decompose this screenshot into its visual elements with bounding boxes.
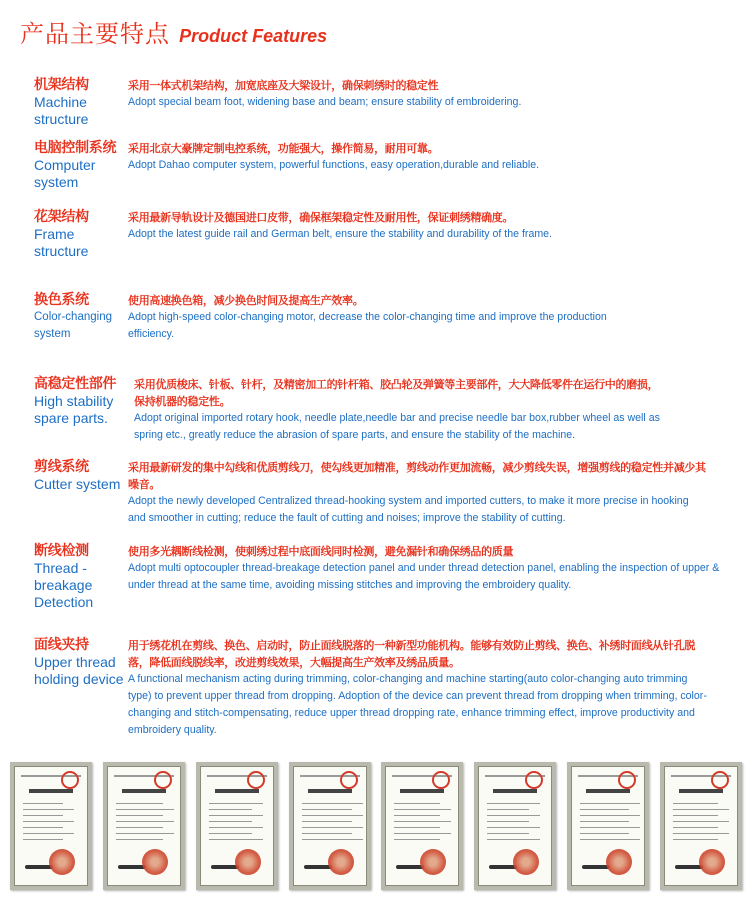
official-stamp-icon bbox=[142, 849, 168, 875]
feature-desc-cn: 采用最新导轨设计及德国进口皮带，确保框架稳定性及耐用性，保证刺绣精确度。 bbox=[128, 211, 514, 224]
official-stamp-icon bbox=[513, 849, 539, 875]
feature-label bbox=[34, 140, 128, 191]
feature-description bbox=[128, 209, 720, 243]
feature-description bbox=[128, 140, 720, 174]
patent-certificate-image bbox=[381, 762, 463, 890]
feature-description bbox=[134, 376, 664, 444]
red-seal-icon bbox=[432, 771, 450, 789]
feature-desc-en: Adopt Dahao computer system, powerful functions, easy operation,durable and reliable. bbox=[128, 159, 540, 171]
official-stamp-icon bbox=[328, 849, 354, 875]
feature-desc-cn: 采用优质梭床、针板、针杆，及精密加工的针杆箱、胶凸轮及弹簧等主要部件，大大降低零件在运行中的磨损，保持机器的稳定性。 bbox=[134, 378, 659, 408]
feature-desc-en: Adopt the latest guide rail and German belt, ensure the stability and durability of the frame. bbox=[128, 228, 552, 240]
feature-description bbox=[128, 543, 720, 594]
feature-desc-cn: 用于绣花机在剪线、换色、启动时，防止面线脱落的一种新型功能机构。能够有效防止剪线、换色、补绣时面线从针孔脱落，降低面线脱线率，改进剪线效果，大幅提高生产效率及绣品质量。 bbox=[128, 639, 696, 669]
feature-label bbox=[34, 292, 128, 343]
feature-name-cn: 花架结构 bbox=[34, 209, 89, 225]
red-seal-icon bbox=[525, 771, 543, 789]
feature-name-cn: 高稳定性部件 bbox=[34, 376, 117, 392]
certificate-document bbox=[14, 766, 88, 886]
patent-certificate-image bbox=[660, 762, 742, 890]
feature-name-en: Frame structure bbox=[34, 226, 89, 259]
official-stamp-icon bbox=[420, 849, 446, 875]
certificate-document bbox=[478, 766, 552, 886]
certificate-document bbox=[107, 766, 181, 886]
feature-name-en: Upper thread holding device bbox=[34, 654, 124, 687]
feature-description bbox=[128, 459, 708, 527]
certificate-document bbox=[385, 766, 459, 886]
page-title-chinese: 产品主要特点 bbox=[20, 20, 170, 48]
feature-label bbox=[34, 209, 128, 260]
feature-desc-en: Adopt multi optocoupler thread-breakage detection panel and under thread detection panel, enabling the inspection of upper & under thread at the same time, avoiding missing stitches and improving the embroidery quality. bbox=[128, 562, 720, 591]
feature-name-en: Cutter system bbox=[34, 476, 121, 492]
feature-name-cn: 剪线系统 bbox=[34, 459, 89, 475]
feature-desc-en: Adopt high-speed color-changing motor, decrease the color-changing time and improve the production efficiency. bbox=[128, 311, 607, 340]
feature-desc-cn: 采用北京大豪牌定制电控系统，功能强大，操作简易，耐用可靠。 bbox=[128, 142, 439, 155]
patent-certificate-image bbox=[474, 762, 556, 890]
patent-certificate-image bbox=[10, 762, 92, 890]
feature-description bbox=[128, 77, 720, 111]
certificate-document bbox=[200, 766, 274, 886]
certificate-document bbox=[293, 766, 367, 886]
feature-label bbox=[34, 637, 128, 688]
feature-label bbox=[34, 77, 128, 128]
red-seal-icon bbox=[154, 771, 172, 789]
feature-label bbox=[34, 459, 128, 493]
red-seal-icon bbox=[247, 771, 265, 789]
feature-desc-en: Adopt original imported rotary hook, needle plate,needle bar and precise needle bar box,rubber wheel as well as spring etc., greatly reduce the abrasion of spare parts, and ensure the stability of the machine. bbox=[134, 412, 660, 441]
feature-name-cn: 断线检测 bbox=[34, 543, 89, 559]
feature-desc-cn: 使用高速换色箱，减少换色时间及提高生产效率。 bbox=[128, 294, 364, 307]
feature-name-en: Computer system bbox=[34, 157, 96, 190]
official-stamp-icon bbox=[235, 849, 261, 875]
feature-name-en: High stability spare parts. bbox=[34, 393, 114, 426]
page-title bbox=[20, 14, 327, 49]
patent-certificate-image bbox=[103, 762, 185, 890]
patent-certificate-image bbox=[567, 762, 649, 890]
feature-desc-cn: 使用多光耦断线检测，使刺绣过程中底面线同时检测，避免漏针和确保绣品的质量 bbox=[128, 545, 514, 558]
red-seal-icon bbox=[340, 771, 358, 789]
official-stamp-icon bbox=[606, 849, 632, 875]
feature-name-en: Thread -breakage Detection bbox=[34, 560, 94, 610]
feature-desc-en: A functional mechanism acting during trimming, color-changing and machine starting(auto color-changing auto trimming type) to prevent upper thread from dropping. Adoption of the device can prevent thread from dropping when trimming, color-changing and stitch-compensating, reduce upper thread dropping rate, enhance trimming effect, improve productivity and embroidery quality. bbox=[128, 673, 707, 736]
feature-label bbox=[34, 376, 128, 427]
feature-desc-en: Adopt special beam foot, widening base and beam; ensure stability of embroidering. bbox=[128, 96, 522, 108]
feature-desc-cn: 采用最新研发的集中勾线和优质剪线刀，使勾线更加精准，剪线动作更加流畅，减少剪线失误，增强剪线的稳定性并减少其噪音。 bbox=[128, 461, 706, 491]
feature-desc-cn: 采用一体式机架结构，加宽底座及大梁设计，确保刺绣时的稳定性 bbox=[128, 79, 439, 92]
feature-name-en: Color-changing system bbox=[34, 311, 112, 340]
certificate-document bbox=[571, 766, 645, 886]
feature-name-cn: 换色系统 bbox=[34, 292, 89, 308]
feature-description bbox=[128, 637, 708, 739]
red-seal-icon bbox=[711, 771, 729, 789]
red-seal-icon bbox=[61, 771, 79, 789]
red-seal-icon bbox=[618, 771, 636, 789]
page-title-english: Product Features bbox=[179, 26, 328, 46]
official-stamp-icon bbox=[49, 849, 75, 875]
feature-name-cn: 电脑控制系统 bbox=[34, 140, 117, 156]
feature-desc-en: Adopt the newly developed Centralized thread-hooking system and imported cutters, to make it more precise in hooking and smoother in cutting; reduce the fault of cutting and noises; improve the stability of cutting. bbox=[128, 495, 689, 524]
feature-name-cn: 机架结构 bbox=[34, 77, 89, 93]
feature-name-cn: 面线夹持 bbox=[34, 637, 89, 653]
patent-certificates-row bbox=[10, 762, 742, 890]
patent-certificate-image bbox=[196, 762, 278, 890]
official-stamp-icon bbox=[699, 849, 725, 875]
feature-label bbox=[34, 543, 128, 611]
patent-certificate-image bbox=[289, 762, 371, 890]
feature-description bbox=[128, 292, 608, 343]
certificate-document bbox=[664, 766, 738, 886]
feature-name-en: Machine structure bbox=[34, 94, 89, 127]
